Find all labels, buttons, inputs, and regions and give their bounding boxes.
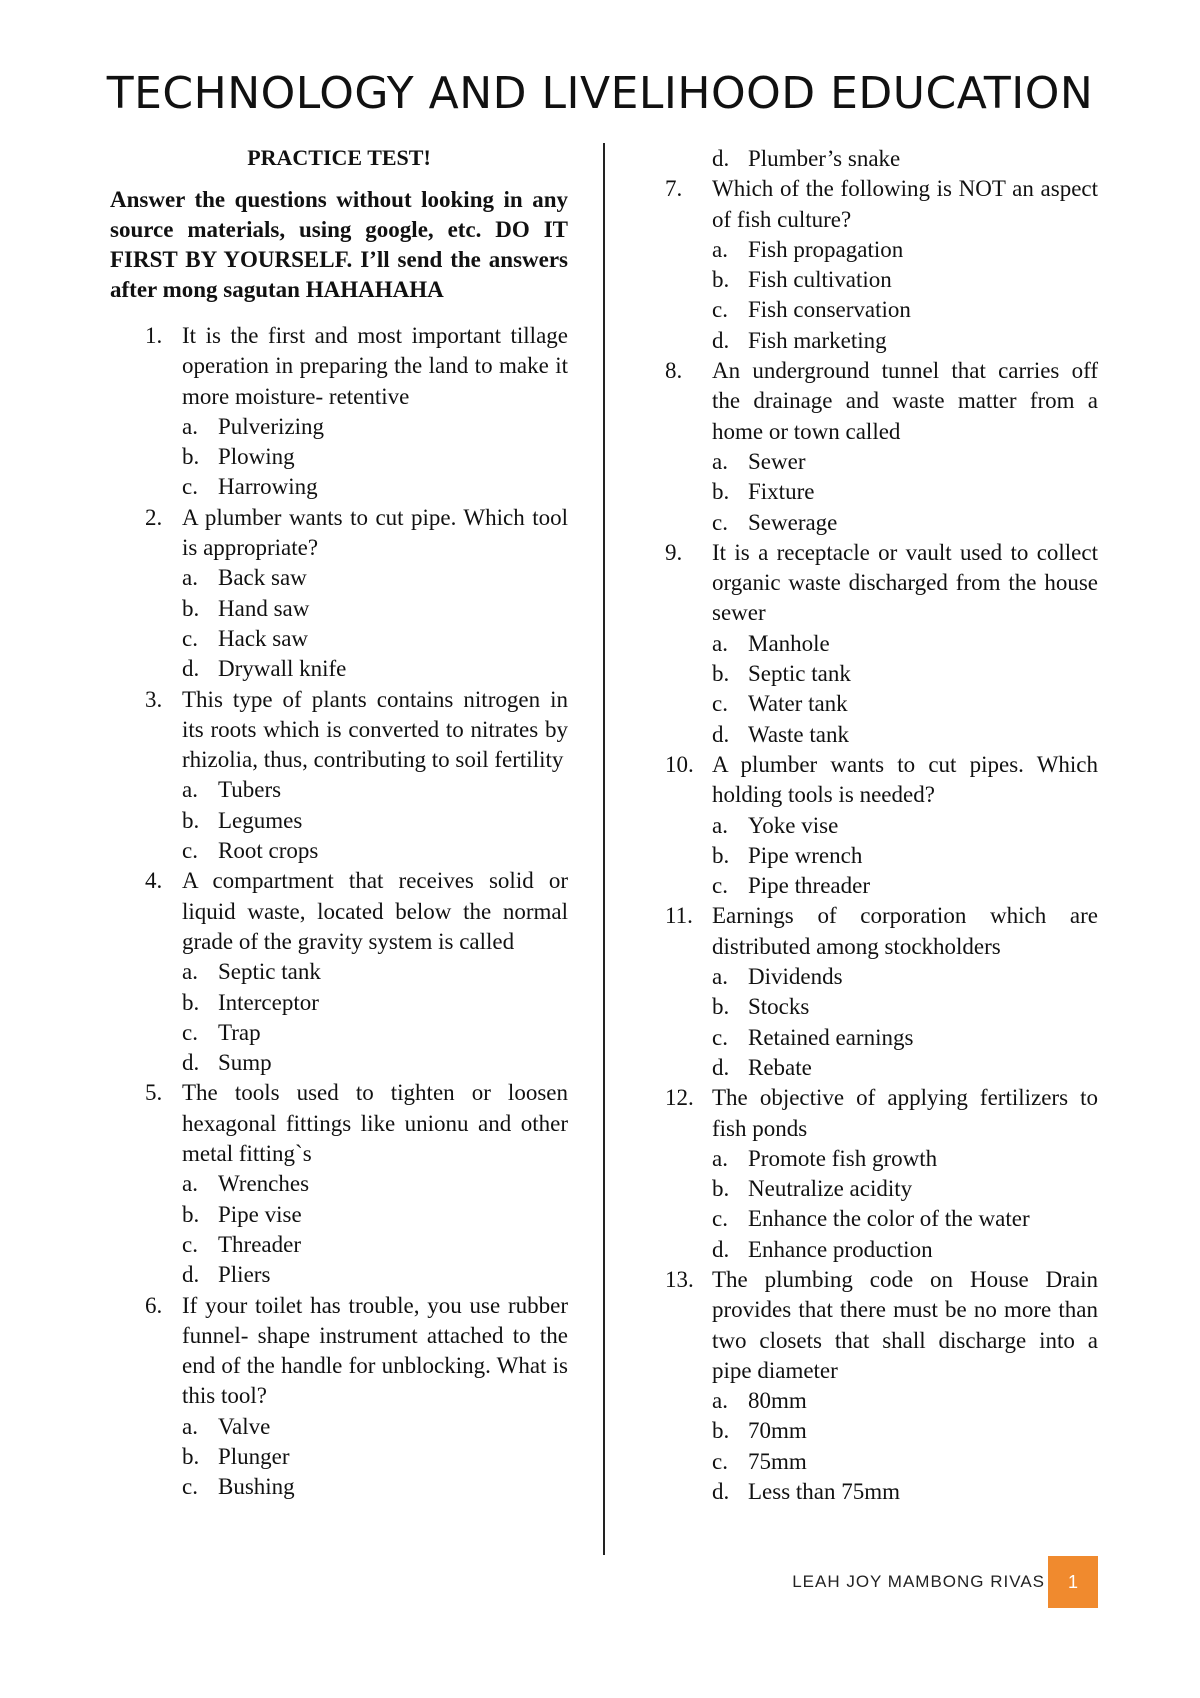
option-text: Pliers	[218, 1262, 271, 1288]
option-text: Trap	[218, 1019, 261, 1045]
option-letter: c.	[712, 509, 728, 535]
option-letter: c.	[182, 625, 198, 651]
answer-option	[182, 1442, 568, 1472]
option-text: Sewerage	[748, 509, 838, 535]
answer-option	[712, 1144, 1098, 1174]
question-number: 12.	[665, 1085, 694, 1111]
option-text: Bushing	[218, 1474, 295, 1500]
answer-option	[712, 871, 1098, 901]
answer-option	[182, 1260, 568, 1290]
option-text: Rebate	[748, 1054, 812, 1080]
option-text: Pipe threader	[748, 873, 870, 899]
footer-author: LEAH JOY MAMBONG RIVAS	[792, 1572, 1045, 1591]
option-letter: a.	[712, 964, 728, 990]
question-number: 9.	[665, 539, 683, 565]
answer-option	[182, 988, 568, 1018]
question-item	[665, 538, 1098, 750]
answer-option	[712, 235, 1098, 265]
question-number: 10.	[665, 751, 694, 777]
question-item	[665, 1265, 1098, 1507]
question-number: 6.	[145, 1292, 163, 1318]
answer-option	[712, 1204, 1098, 1234]
option-text: Stocks	[748, 994, 810, 1020]
option-text: Yoke vise	[748, 812, 839, 838]
question-text: The plumbing code on House Drain provides that there must be no more than two closets that shall discharge into a pipe diameter	[712, 1266, 1098, 1383]
question-item	[110, 321, 568, 503]
answer-option	[182, 806, 568, 836]
option-letter: c.	[712, 297, 728, 323]
option-letter: c.	[182, 1474, 198, 1500]
option-text: Fish cultivation	[748, 267, 892, 293]
question-number: 7.	[665, 176, 683, 202]
answer-option	[182, 775, 568, 805]
question-text: Which of the following is NOT an aspect of fish culture?	[712, 176, 1098, 232]
page-number-badge: 1	[1048, 1556, 1098, 1608]
option-letter: a.	[712, 1388, 728, 1414]
question-text: Earnings of corporation which are distributed among stockholders	[712, 903, 1098, 959]
option-text: Neutralize acidity	[748, 1176, 913, 1202]
option-text: Valve	[218, 1413, 271, 1439]
option-letter: b.	[712, 1418, 730, 1444]
answer-option	[712, 659, 1098, 689]
answer-option	[182, 1018, 568, 1048]
option-letter: d.	[182, 656, 200, 682]
option-text: Legumes	[218, 807, 303, 833]
option-letter: a.	[182, 959, 198, 985]
option-text: Pulverizing	[218, 413, 325, 439]
option-letter: b.	[712, 479, 730, 505]
option-letter: a.	[712, 812, 728, 838]
question-item	[110, 685, 568, 867]
question-number: 3.	[145, 686, 163, 712]
option-text: Sewer	[748, 448, 806, 474]
question-text: It is the first and most important tillage operation in preparing the land to make it more moisture- retentive	[182, 323, 568, 409]
answer-option	[182, 1472, 568, 1502]
option-letter: a.	[712, 236, 728, 262]
option-letter: a.	[182, 565, 198, 591]
option-text: Hack saw	[218, 625, 309, 651]
option-text: Waste tank	[748, 721, 849, 747]
option-letter: a.	[712, 448, 728, 474]
question-text: A plumber wants to cut pipe. Which tool is appropriate?	[182, 504, 568, 561]
question-item	[665, 174, 1098, 356]
answer-option	[182, 472, 568, 502]
answer-option	[182, 624, 568, 654]
question-item	[110, 503, 568, 685]
answer-option	[182, 836, 568, 866]
option-letter: c.	[182, 838, 198, 864]
question-text: A plumber wants to cut pipes. Which holding tools is needed?	[712, 751, 1098, 808]
question-text: This type of plants contains nitrogen in its roots which is converted to nitrates by rhizolia, thus, contributing to soil fertility	[182, 686, 568, 773]
question-text: A compartment that receives solid or liquid waste, located below the normal grade of the gravity system is called	[182, 868, 568, 954]
option-text: Enhance production	[748, 1236, 933, 1262]
option-letter: a.	[182, 1413, 198, 1439]
option-letter: a.	[712, 630, 728, 656]
option-letter: b.	[712, 994, 730, 1020]
answer-option	[182, 1230, 568, 1260]
answer-option	[182, 654, 568, 684]
option-letter: d.	[712, 327, 730, 353]
question-item	[110, 1291, 568, 1503]
answer-option	[712, 811, 1098, 841]
option-letter: c.	[712, 1024, 728, 1050]
question-item	[665, 750, 1098, 901]
practice-test-heading: PRACTICE TEST!	[247, 145, 431, 170]
option-text: Septic tank	[748, 661, 851, 687]
answer-option	[712, 1053, 1098, 1083]
option-text: Threader	[218, 1231, 301, 1257]
left-question-list	[110, 321, 568, 1503]
option-letter: c.	[712, 873, 728, 899]
answer-option	[712, 508, 1098, 538]
option-letter: d.	[712, 146, 730, 171]
option-letter: d.	[182, 1262, 200, 1288]
answer-option	[712, 265, 1098, 295]
option-text: 75mm	[748, 1448, 807, 1474]
option-letter: c.	[712, 1448, 728, 1474]
option-letter: b.	[712, 842, 730, 868]
answer-option	[182, 957, 568, 987]
option-text: Retained earnings	[748, 1024, 914, 1050]
option-text: Plumber’s snake	[748, 146, 901, 171]
answer-option	[182, 1048, 568, 1078]
option-text: Harrowing	[218, 474, 318, 500]
option-text: Enhance the color of the water	[748, 1206, 1030, 1232]
option-letter: a.	[182, 413, 198, 439]
question-text: If your toilet has trouble, you use rubber funnel- shape instrument attached to the end of the handle for unblocking. What is this tool?	[182, 1292, 568, 1409]
answer-option	[182, 1200, 568, 1230]
answer-option	[712, 1023, 1098, 1053]
answer-option	[712, 1235, 1098, 1265]
column-divider	[603, 143, 605, 1555]
option-letter: c.	[182, 1019, 198, 1045]
answer-option	[712, 477, 1098, 507]
answer-option	[712, 629, 1098, 659]
answer-option	[712, 326, 1098, 356]
option-letter: b.	[712, 1176, 730, 1202]
option-text: 70mm	[748, 1418, 807, 1444]
question-number: 8.	[665, 358, 683, 384]
option-letter: c.	[182, 474, 198, 500]
option-letter: b.	[712, 267, 730, 293]
question-text: It is a receptacle or vault used to collect organic waste discharged from the house sewer	[712, 539, 1098, 626]
question-item	[665, 1083, 1098, 1265]
question-number: 13.	[665, 1266, 694, 1292]
answer-option	[712, 1447, 1098, 1477]
right-question-list	[665, 174, 1098, 1507]
answer-option	[712, 295, 1098, 325]
answer-option	[712, 1416, 1098, 1446]
question-text: The tools used to tighten or loosen hexagonal fittings like unionu and other metal fitting`s	[182, 1080, 568, 1167]
document-title: TECHNOLOGY AND LIVELIHOOD EDUCATION	[106, 68, 1094, 119]
option-text: Pipe wrench	[748, 842, 863, 868]
question-item	[110, 1078, 568, 1290]
option-text: Septic tank	[218, 959, 321, 985]
option-letter: a.	[182, 777, 198, 803]
option-text: Fish conservation	[748, 297, 911, 323]
option-text: Pipe vise	[218, 1201, 302, 1227]
option-letter: d.	[712, 1479, 730, 1505]
question-item	[665, 901, 1098, 1083]
option-text: 80mm	[748, 1388, 807, 1414]
option-text: Promote fish growth	[748, 1145, 938, 1171]
option-text: Plowing	[218, 444, 295, 470]
answer-option	[182, 412, 568, 442]
answer-option	[712, 1477, 1098, 1507]
option-text: Tubers	[218, 777, 282, 803]
option-text: Wrenches	[218, 1171, 310, 1197]
option-letter: c.	[712, 691, 728, 717]
answer-option	[712, 144, 1098, 174]
answer-option	[182, 1412, 568, 1442]
option-letter: d.	[182, 1050, 200, 1076]
question-text: The objective of applying fertilizers to fish ponds	[712, 1085, 1098, 1141]
answer-option	[712, 689, 1098, 719]
option-letter: a.	[182, 1171, 198, 1197]
option-letter: b.	[182, 444, 200, 470]
question-number: 2.	[145, 504, 163, 530]
option-letter: d.	[712, 1236, 730, 1262]
option-text: Fish propagation	[748, 236, 904, 262]
option-text: Fish marketing	[748, 327, 887, 353]
instructions-paragraph: Answer the questions without looking in any source materials, using google, etc. DO IT FIRST BY YOURSELF. I’ll send the answers after mong sagutan HAHAHAHA	[110, 187, 568, 302]
question-number: 5.	[145, 1080, 163, 1106]
option-text: Sump	[218, 1050, 272, 1076]
answer-option	[182, 442, 568, 472]
option-text: Manhole	[748, 630, 830, 656]
left-column	[110, 144, 568, 1503]
question-number: 11.	[665, 903, 693, 929]
answer-option	[712, 720, 1098, 750]
option-letter: a.	[712, 1145, 728, 1171]
option-text: Hand saw	[218, 595, 310, 621]
option-text: Water tank	[748, 691, 848, 717]
option-letter: b.	[182, 1201, 200, 1227]
option-text: Fixture	[748, 479, 815, 505]
option-letter: b.	[712, 661, 730, 687]
answer-option	[712, 962, 1098, 992]
question-text: An underground tunnel that carries off the drainage and waste matter from a home or town called	[712, 358, 1098, 444]
option-text: Back saw	[218, 565, 307, 591]
answer-option	[712, 447, 1098, 477]
question-item	[110, 866, 568, 1078]
option-text: Less than 75mm	[748, 1479, 901, 1505]
continued-question	[665, 144, 1098, 174]
option-letter: c.	[712, 1206, 728, 1232]
option-text: Dividends	[748, 964, 843, 990]
right-column	[665, 144, 1098, 1507]
option-text: Interceptor	[218, 989, 319, 1015]
option-text: Root crops	[218, 838, 319, 864]
option-letter: d.	[712, 1054, 730, 1080]
option-text: Plunger	[218, 1443, 290, 1469]
option-letter: b.	[182, 989, 200, 1015]
answer-option	[712, 841, 1098, 871]
option-letter: b.	[182, 595, 200, 621]
option-letter: d.	[712, 721, 730, 747]
question-number: 4.	[145, 868, 163, 894]
question-number: 1.	[145, 323, 163, 348]
option-text: Drywall knife	[218, 656, 347, 682]
answer-option	[182, 563, 568, 593]
answer-option	[182, 1169, 568, 1199]
option-letter: b.	[182, 807, 200, 833]
answer-option	[712, 1174, 1098, 1204]
answer-option	[182, 594, 568, 624]
option-letter: c.	[182, 1231, 198, 1257]
question-item	[665, 356, 1098, 538]
answer-option	[712, 1386, 1098, 1416]
answer-option	[712, 992, 1098, 1022]
option-letter: b.	[182, 1443, 200, 1469]
